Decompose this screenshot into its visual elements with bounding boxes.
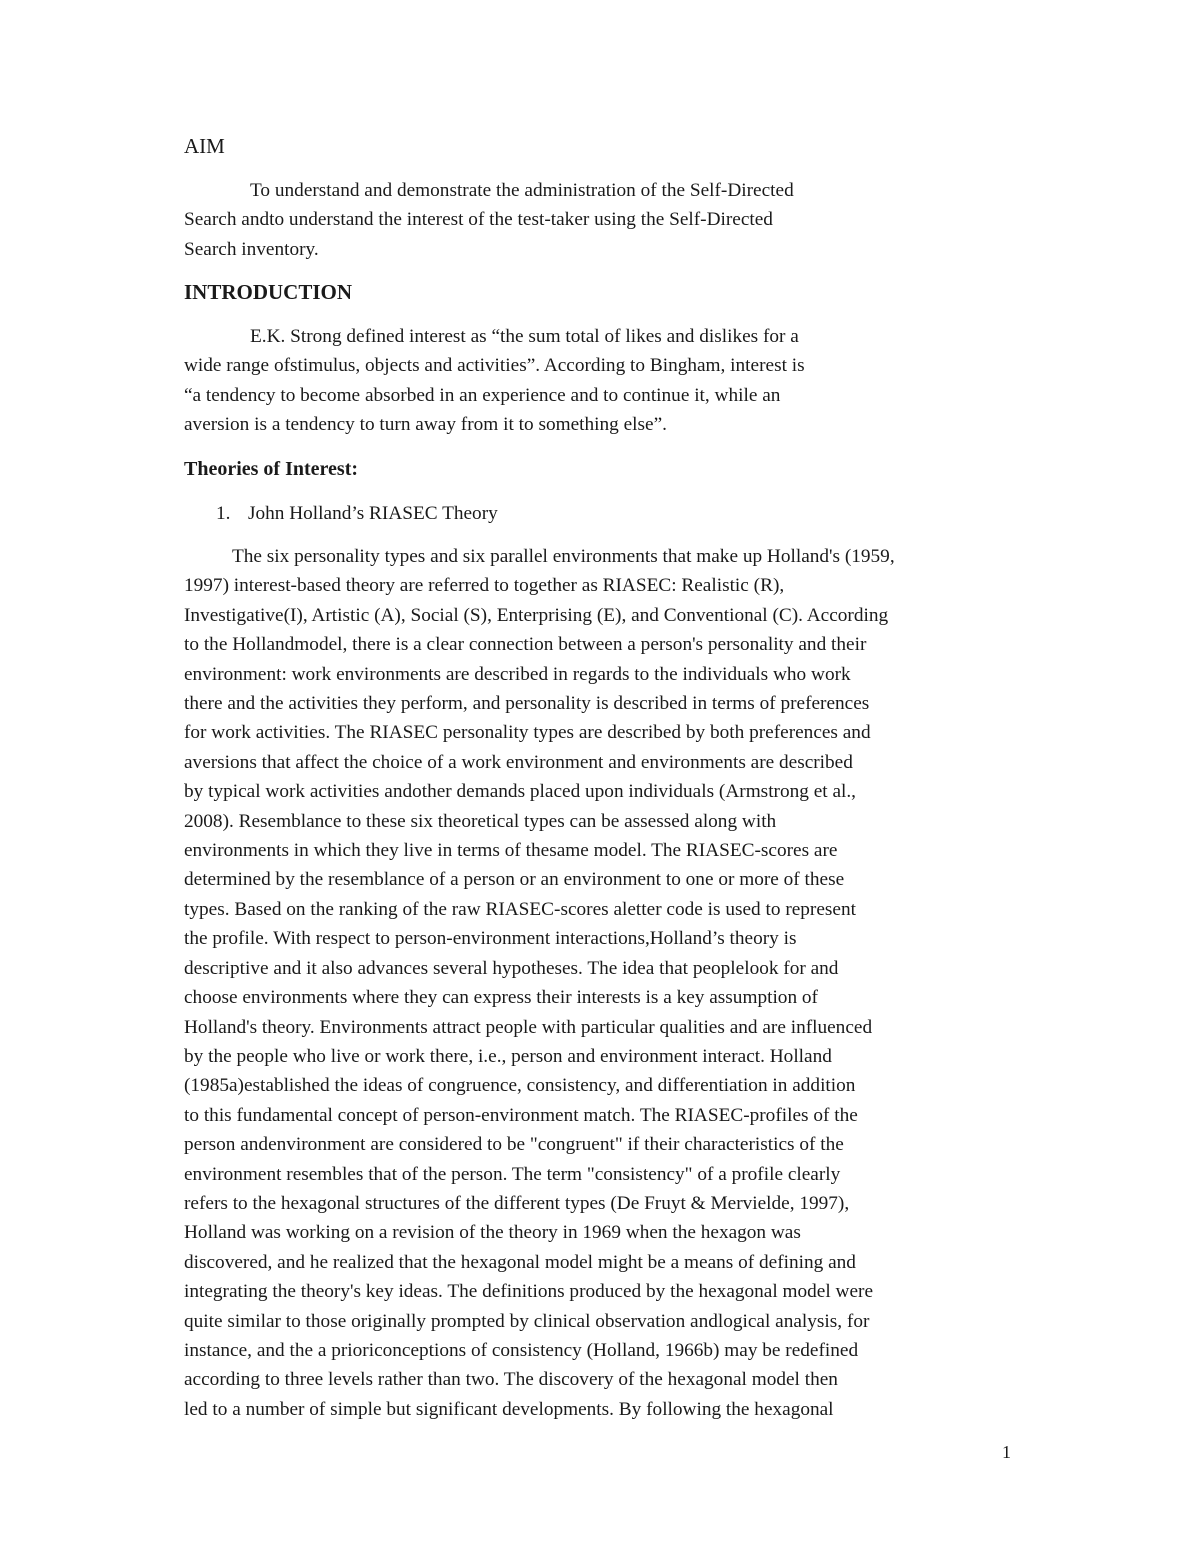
holland-line: the profile. With respect to person-environment interactions,Holland’s theory is <box>184 928 797 950</box>
list-item <box>216 499 498 528</box>
holland-line: by the people who live or work there, i.e., person and environment interact. Holland <box>184 1045 832 1067</box>
intro-line: “a tendency to become absorbed in an experience and to continue it, while an <box>184 384 781 406</box>
aim-line: Search inventory. <box>184 238 319 260</box>
holland-paragraph <box>184 542 1044 1424</box>
holland-line: quite similar to those originally prompted by clinical observation andlogical analysis, for <box>184 1310 870 1332</box>
holland-line: instance, and the a prioriconceptions of consistency (Holland, 1966b) may be redefined <box>184 1339 859 1361</box>
holland-line: there and the activities they perform, and personality is described in terms of preferences <box>184 693 870 715</box>
page-number: 1 <box>1002 1442 1011 1462</box>
list-number: 1. <box>216 503 231 524</box>
holland-line: choose environments where they can express their interests is a key assumption of <box>184 987 818 1009</box>
introduction-heading: INTRODUCTION <box>184 280 353 304</box>
holland-line: environment: work environments are described in regards to the individuals who work <box>184 663 851 685</box>
holland-line: environments in which they live in terms of thesame model. The RIASEC-scores are <box>184 840 838 862</box>
holland-line: (1985a)established the ideas of congruence, consistency, and differentiation in addition <box>184 1075 856 1097</box>
holland-line: to this fundamental concept of person-environment match. The RIASEC-profiles of the <box>184 1104 858 1126</box>
holland-line: Investigative(I), Artistic (A), Social (S), Enterprising (E), and Conventional (C). According <box>184 604 889 626</box>
holland-line: determined by the resemblance of a person or an environment to one or more of these <box>184 869 845 891</box>
aim-paragraph <box>184 176 1044 264</box>
holland-line: person andenvironment are considered to be "congruent" if their characteristics of the <box>184 1134 844 1156</box>
holland-line: Holland's theory. Environments attract people with particular qualities and are influenced <box>184 1016 873 1038</box>
intro-line: aversion is a tendency to turn away from it to something else”. <box>184 414 667 436</box>
holland-line: Holland was working on a revision of the theory in 1969 when the hexagon was <box>184 1222 801 1244</box>
holland-line: descriptive and it also advances several hypotheses. The idea that peoplelook for and <box>184 957 839 979</box>
holland-line: for work activities. The RIASEC personality types are described by both preferences and <box>184 722 871 744</box>
intro-line: E.K. Strong defined interest as “the sum total of likes and dislikes for a <box>250 326 799 347</box>
holland-line: by typical work activities andother demands placed upon individuals (Armstrong et al., <box>184 781 857 803</box>
holland-line: aversions that affect the choice of a work environment and environments are described <box>184 751 853 773</box>
holland-line: refers to the hexagonal structures of the different types (De Fruyt & Mervielde, 1997), <box>184 1192 850 1214</box>
holland-line: types. Based on the ranking of the raw RIASEC-scores aletter code is used to represent <box>184 898 856 920</box>
holland-line: integrating the theory's key ideas. The definitions produced by the hexagonal model were <box>184 1281 874 1303</box>
holland-line: according to three levels rather than two. The discovery of the hexagonal model then <box>184 1369 838 1391</box>
aim-line: To understand and demonstrate the administration of the Self-Directed <box>250 180 794 201</box>
holland-line: environment resembles that of the person. The term "consistency" of a profile clearly <box>184 1163 841 1185</box>
holland-line: 1997) interest-based theory are referred to together as RIASEC: Realistic (R), <box>184 575 785 597</box>
holland-line: 2008). Resemblance to these six theoretical types can be assessed along with <box>184 810 777 832</box>
introduction-paragraph <box>184 322 1044 440</box>
holland-line: The six personality types and six parallel environments that make up Holland's (1959, <box>232 546 895 567</box>
holland-line: led to a number of simple but significant developments. By following the hexagonal <box>184 1398 834 1420</box>
theories-heading: Theories of Interest: <box>184 458 359 480</box>
holland-line: discovered, and he realized that the hexagonal model might be a means of defining and <box>184 1251 856 1273</box>
holland-line: to the Hollandmodel, there is a clear connection between a person's personality and their <box>184 634 867 656</box>
list-item-text: John Holland’s RIASEC Theory <box>248 503 498 524</box>
intro-line: wide range ofstimulus, objects and activities”. According to Bingham, interest is <box>184 355 805 377</box>
aim-heading: AIM <box>184 134 225 158</box>
aim-line: Search andto understand the interest of the test-taker using the Self-Directed <box>184 209 773 231</box>
